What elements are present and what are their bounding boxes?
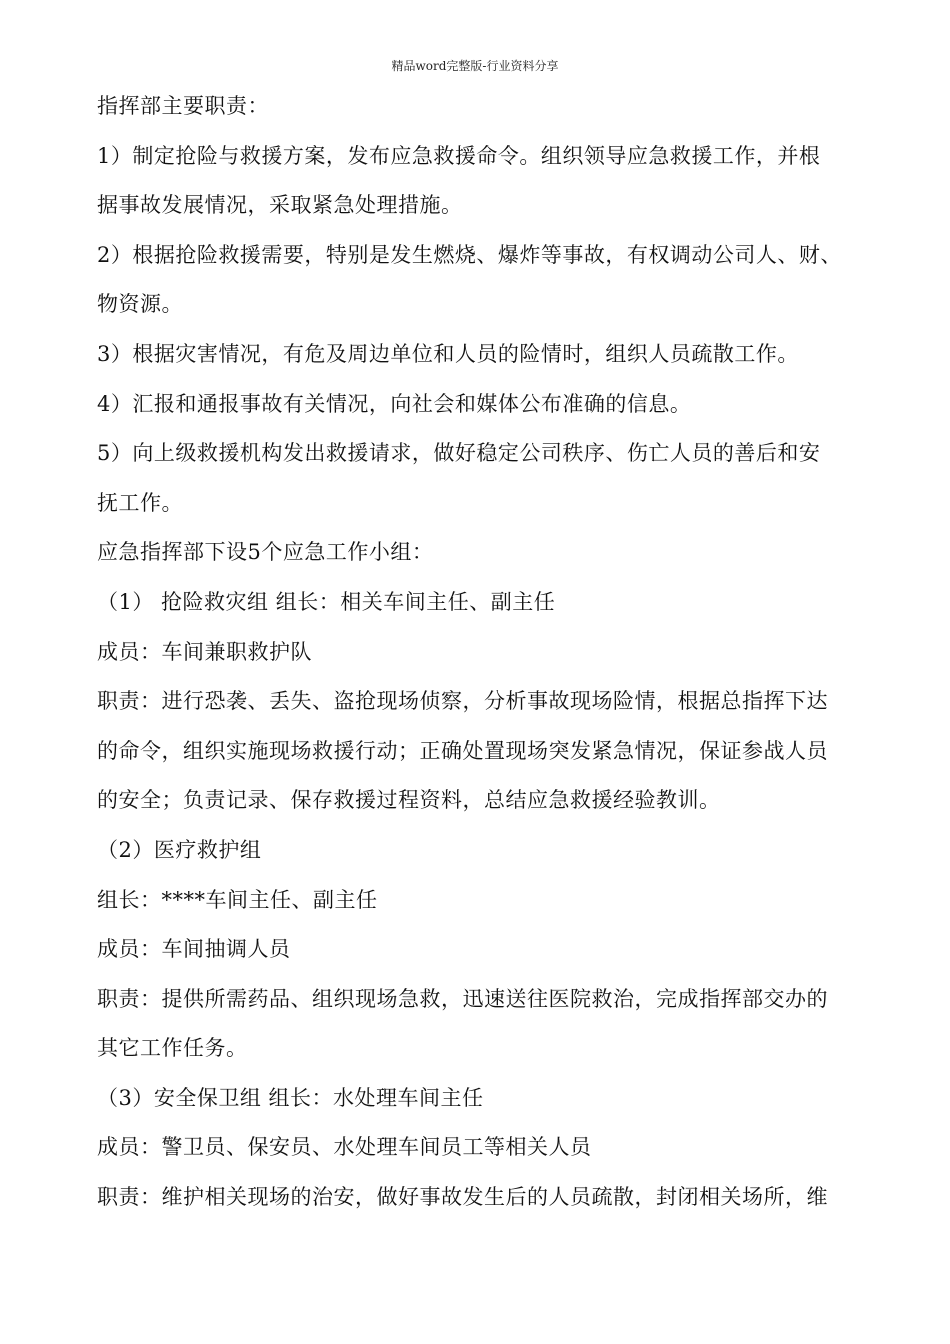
document-body [97,82,867,1223]
duty-2-line-2: 物资源。 [97,292,183,317]
groups-intro: 应急指挥部下设5个应急工作小组： [97,540,434,565]
group-2-members: 成员：车间抽调人员 [97,937,291,962]
group-1-duties-line-3: 的安全；负责记录、保存救援过程资料，总结应急救援经验教训。 [97,788,721,813]
duty-5-line-1: 5）向上级救援机构发出救援请求，做好稳定公司秩序、伤亡人员的善后和安 [97,441,821,466]
duty-5-line-2: 抚工作。 [97,490,183,515]
group-1-duties-line-2: 的命令，组织实施现场救援行动；正确处置现场突发紧急情况，保证参战人员 [97,738,828,763]
group-2-leader: 组长：****车间主任、副主任 [97,887,378,912]
heading-command-duties: 指挥部主要职责： [97,94,269,118]
group-3-members: 成员：警卫员、保安员、水处理车间员工等相关人员 [97,1135,592,1160]
group-3-title: （3）安全保卫组 组长：水处理车间主任 [97,1085,484,1110]
group-2-duties-line-1: 职责：提供所需药品、组织现场急救，迅速送往医院救治，完成指挥部交办的 [97,986,828,1011]
duty-1-line-1: 1）制定抢险与救援方案，发布应急救援命令。组织领导应急救援工作，并根 [97,143,821,168]
group-3-duties-line-1: 职责：维护相关现场的治安，做好事故发生后的人员疏散，封闭相关场所，维 [97,1185,828,1210]
duty-2-line-1: 2）根据抢险救援需要，特别是发生燃烧、爆炸等事故，有权调动公司人、财、 [97,242,842,267]
group-2-duties-line-2: 其它工作任务。 [97,1036,248,1061]
group-1-duties-line-1: 职责：进行恐袭、丢失、盗抢现场侦察，分析事故现场险情，根据总指挥下达 [97,689,828,714]
group-1-title: （1） 抢险救灾组 组长：相关车间主任、副主任 [97,589,556,614]
group-2-title: （2）医疗救护组 [97,837,262,862]
duty-4: 4）汇报和通报事故有关情况，向社会和媒体公布准确的信息。 [97,391,692,416]
group-1-members: 成员：车间兼职救护队 [97,639,312,664]
duty-1-line-2: 据事故发展情况，采取紧急处理措施。 [97,193,463,218]
page-header: 精品word完整版-行业资料分享 [391,59,559,73]
duty-3: 3）根据灾害情况，有危及周边单位和人员的险情时，组织人员疏散工作。 [97,341,799,366]
